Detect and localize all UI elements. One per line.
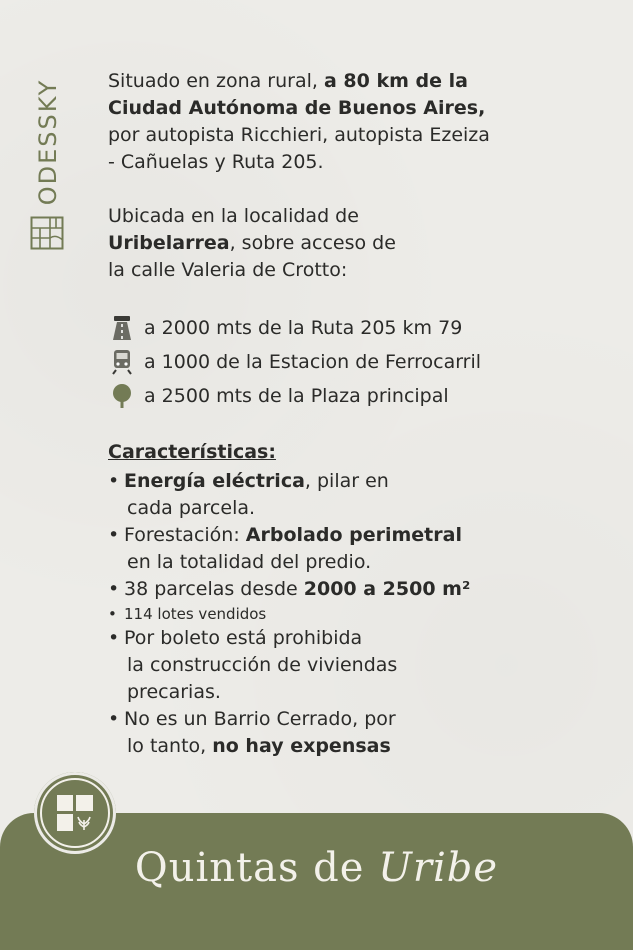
feature-text: en la totalidad del predio. xyxy=(127,551,372,573)
feature-text: Forestación: xyxy=(124,524,246,546)
locality-text: Ubicada en la localidad de xyxy=(108,205,359,227)
feature-sold-lots: • 114 lotes vendidos xyxy=(124,605,267,623)
distances-list xyxy=(108,311,558,413)
footer-title xyxy=(0,845,633,891)
feature-trees: Arbolado perimetral xyxy=(245,524,462,546)
list-item xyxy=(108,311,558,345)
brand-name: ODESSKY xyxy=(34,78,62,206)
feature-text: , pilar en xyxy=(304,470,389,492)
feature-text: 38 parcelas desde xyxy=(124,578,304,600)
main-content xyxy=(108,68,558,760)
locality-access: , sobre acceso de xyxy=(229,232,396,254)
feature-plot-size: 2000 a 2500 m² xyxy=(303,578,471,600)
road-icon xyxy=(108,314,136,342)
list-item xyxy=(108,603,558,625)
intro-route-end: - Cañuelas y Ruta 205. xyxy=(108,151,324,173)
list-item xyxy=(108,625,558,706)
feature-text: cada parcela. xyxy=(127,497,256,519)
list-item xyxy=(108,345,558,379)
side-brand xyxy=(26,44,66,254)
list-item xyxy=(108,576,558,603)
intro-distance: a 80 km de la xyxy=(323,70,468,92)
features-list xyxy=(108,468,558,760)
list-item xyxy=(108,522,558,576)
distance-plaza: a 2500 mts de la Plaza principal xyxy=(144,384,449,407)
feature-text: precarias. xyxy=(127,681,221,703)
locality-paragraph xyxy=(108,203,558,284)
intro-text: Situado en zona rural, xyxy=(108,70,324,92)
feature-text: la construcción de viviendas xyxy=(127,654,398,676)
feature-text: • No es un Barrio Cerrado, por xyxy=(124,708,396,730)
distance-train: a 1000 de la Estacion de Ferrocarril xyxy=(144,350,482,373)
feature-no-fees: no hay expensas xyxy=(212,735,391,757)
quintas-logo-icon xyxy=(34,772,116,854)
tree-icon xyxy=(108,382,136,410)
feature-text: lo tanto, xyxy=(127,735,213,757)
list-item xyxy=(108,706,558,760)
footer-title-italic: Uribe xyxy=(378,845,499,891)
train-icon xyxy=(108,348,136,376)
intro-route: por autopista Ricchieri, autopista Ezeiza xyxy=(108,124,490,146)
distance-road: a 2000 mts de la Ruta 205 km 79 xyxy=(144,316,463,339)
grid-window-icon xyxy=(30,216,64,250)
intro-city: Ciudad Autónoma de Buenos Aires, xyxy=(108,97,486,119)
list-item xyxy=(108,468,558,522)
feature-electricity: Energía eléctrica xyxy=(124,470,305,492)
feature-text: • Por boleto está prohibida xyxy=(124,627,363,649)
locality-name: Uribelarrea xyxy=(108,232,230,254)
list-item xyxy=(108,379,558,413)
footer-title-regular: Quintas de xyxy=(134,845,379,891)
locality-street: la calle Valeria de Crotto: xyxy=(108,259,348,281)
location-paragraph xyxy=(108,68,558,176)
seal-mark-icon xyxy=(56,794,94,832)
features-title: Características: xyxy=(108,441,276,463)
